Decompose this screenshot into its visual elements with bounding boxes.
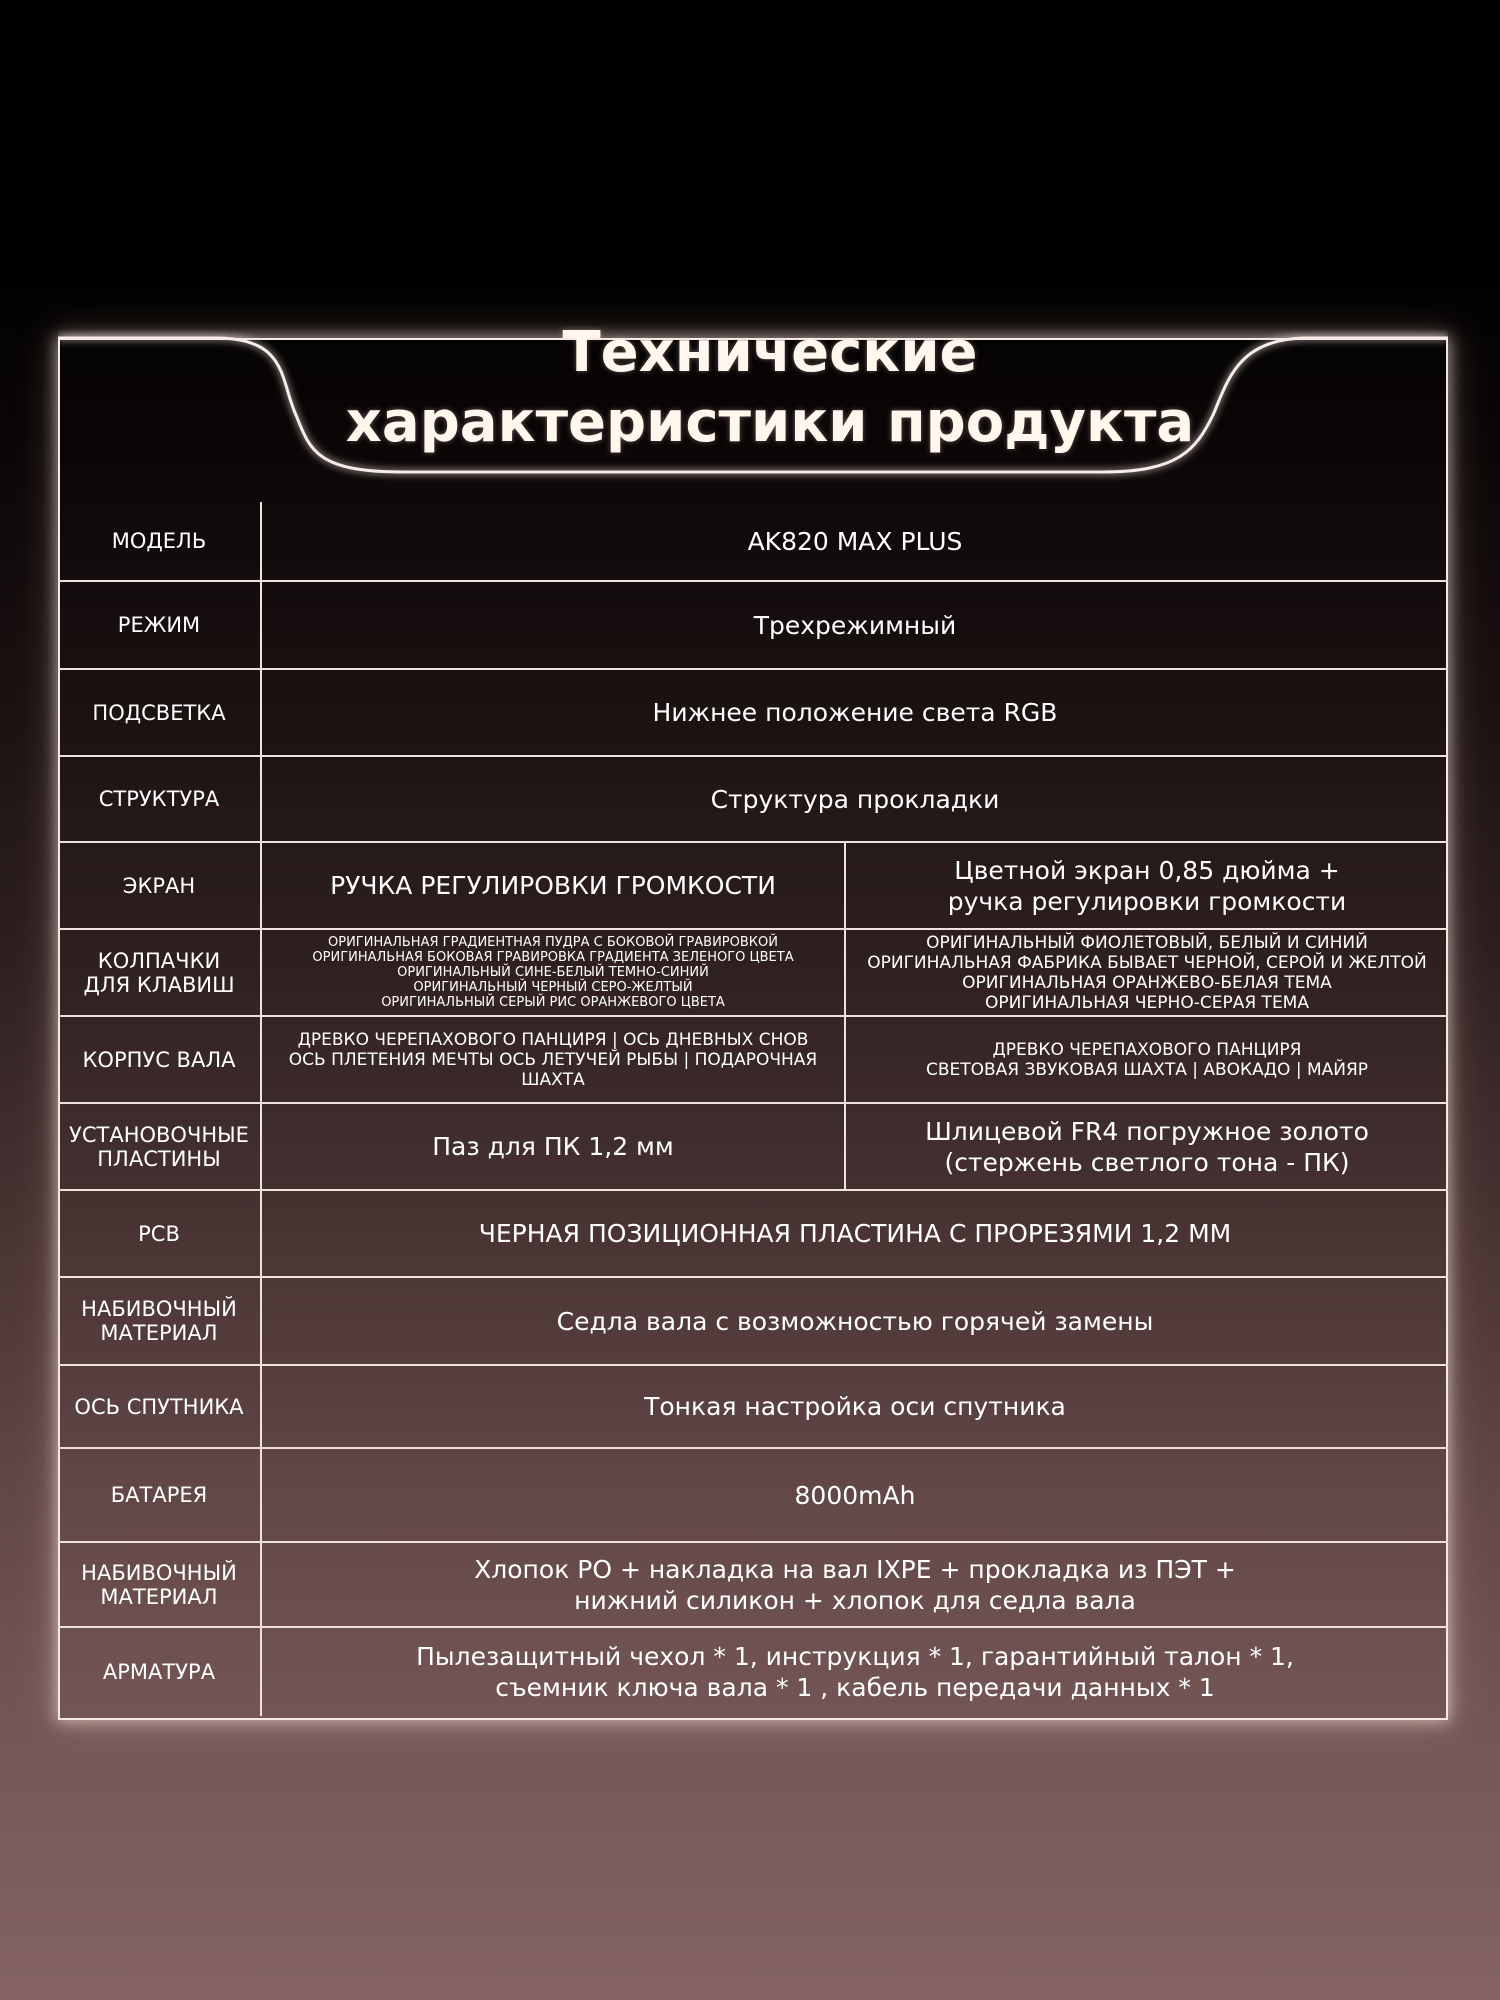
row-label: PCB	[58, 1191, 262, 1278]
row-value-left: РУЧКА РЕГУЛИРОВКИ ГРОМКОСТИ	[262, 843, 846, 930]
row-value: AK820 MAX PLUS	[262, 502, 1448, 582]
row-value: Трехрежимный	[262, 582, 1448, 670]
row-value: Хлопок PO + накладка на вал IXPE + прокладка из ПЭТ + нижний силикон + хлопок для седла вала	[262, 1543, 1448, 1628]
row-label: ЭКРАН	[58, 843, 262, 930]
row-value-right: Шлицевой FR4 погружное золото (стержень светлого тона - ПК)	[846, 1104, 1448, 1191]
page-title: Технические характеристики продукта	[345, 320, 1195, 455]
row-value: Структура прокладки	[262, 757, 1448, 843]
row-label: КОЛПАЧКИ ДЛЯ КЛАВИШ	[58, 930, 262, 1017]
row-value: 8000mAh	[262, 1449, 1448, 1543]
row-label: НАБИВОЧНЫЙ МАТЕРИАЛ	[58, 1543, 262, 1628]
row-value: Нижнее положение света RGB	[262, 670, 1448, 757]
row-value: ЧЕРНАЯ ПОЗИЦИОННАЯ ПЛАСТИНА С ПРОРЕЗЯМИ 1,2 ММ	[262, 1191, 1448, 1278]
spec-table	[58, 502, 1448, 1716]
row-value-left: ДРЕВКО ЧЕРЕПАХОВОГО ПАНЦИРЯ | ОСЬ ДНЕВНЫХ СНОВ ОСЬ ПЛЕТЕНИЯ МЕЧТЫ ОСЬ ЛЕТУЧЕЙ РЫБЫ | ПОДАРОЧНАЯ ШАХТА	[262, 1017, 846, 1104]
row-label: НАБИВОЧНЫЙ МАТЕРИАЛ	[58, 1278, 262, 1366]
row-value-right: ДРЕВКО ЧЕРЕПАХОВОГО ПАНЦИРЯ СВЕТОВАЯ ЗВУКОВАЯ ШАХТА | АВОКАДО | МАЙЯР	[846, 1017, 1448, 1104]
row-value-right: ОРИГИНАЛЬНЫЙ ФИОЛЕТОВЫЙ, БЕЛЫЙ И СИНИЙ ОРИГИНАЛЬНАЯ ФАБРИКА БЫВАЕТ ЧЕРНОЙ, СЕРОЙ И ЖЕЛТОЙ ОРИГИНАЛЬНАЯ ОРАНЖЕВО-БЕЛАЯ ТЕМА ОРИГИНАЛЬНАЯ ЧЕРНО-СЕРАЯ ТЕМА	[846, 930, 1448, 1017]
row-label: АРМАТУРА	[58, 1628, 262, 1716]
row-value: Седла вала с возможностью горячей замены	[262, 1278, 1448, 1366]
row-value-left: ОРИГИНАЛЬНАЯ ГРАДИЕНТНАЯ ПУДРА С БОКОВОЙ ГРАВИРОВКОЙ ОРИГИНАЛЬНАЯ БОКОВАЯ ГРАВИРОВКА ГРАДИЕНТА ЗЕЛЕНОГО ЦВЕТА ОРИГИНАЛЬНЫЙ СИНЕ-БЕЛЫЙ ТЕМНО-СИНИЙ ОРИГИНАЛЬНЫЙ ЧЕРНЫЙ СЕРО-ЖЕЛТЫЙ ОРИГИНАЛЬНЫЙ СЕРЫЙ РИС ОРАНЖЕВОГО ЦВЕТА	[262, 930, 846, 1017]
row-label: КОРПУС ВАЛА	[58, 1017, 262, 1104]
row-value: Пылезащитный чехол * 1, инструкция * 1, гарантийный талон * 1, съемник ключа вала * 1 , кабель передачи данных * 1	[416, 1642, 1294, 1702]
row-label: ОСЬ СПУТНИКА	[58, 1366, 262, 1449]
row-value-left: Паз для ПК 1,2 мм	[262, 1104, 846, 1191]
row-label: РЕЖИМ	[58, 582, 262, 670]
row-label: ПОДСВЕТКА	[58, 670, 262, 757]
row-value-right: Цветной экран 0,85 дюйма + ручка регулировки громкости	[846, 843, 1448, 930]
row-label: МОДЕЛЬ	[58, 502, 262, 582]
row-label: СТРУКТУРА	[58, 757, 262, 843]
row-label: УСТАНОВОЧНЫЕ ПЛАСТИНЫ	[58, 1104, 262, 1191]
row-label: БАТАРЕЯ	[58, 1449, 262, 1543]
row-value: Тонкая настройка оси спутника	[262, 1366, 1448, 1449]
